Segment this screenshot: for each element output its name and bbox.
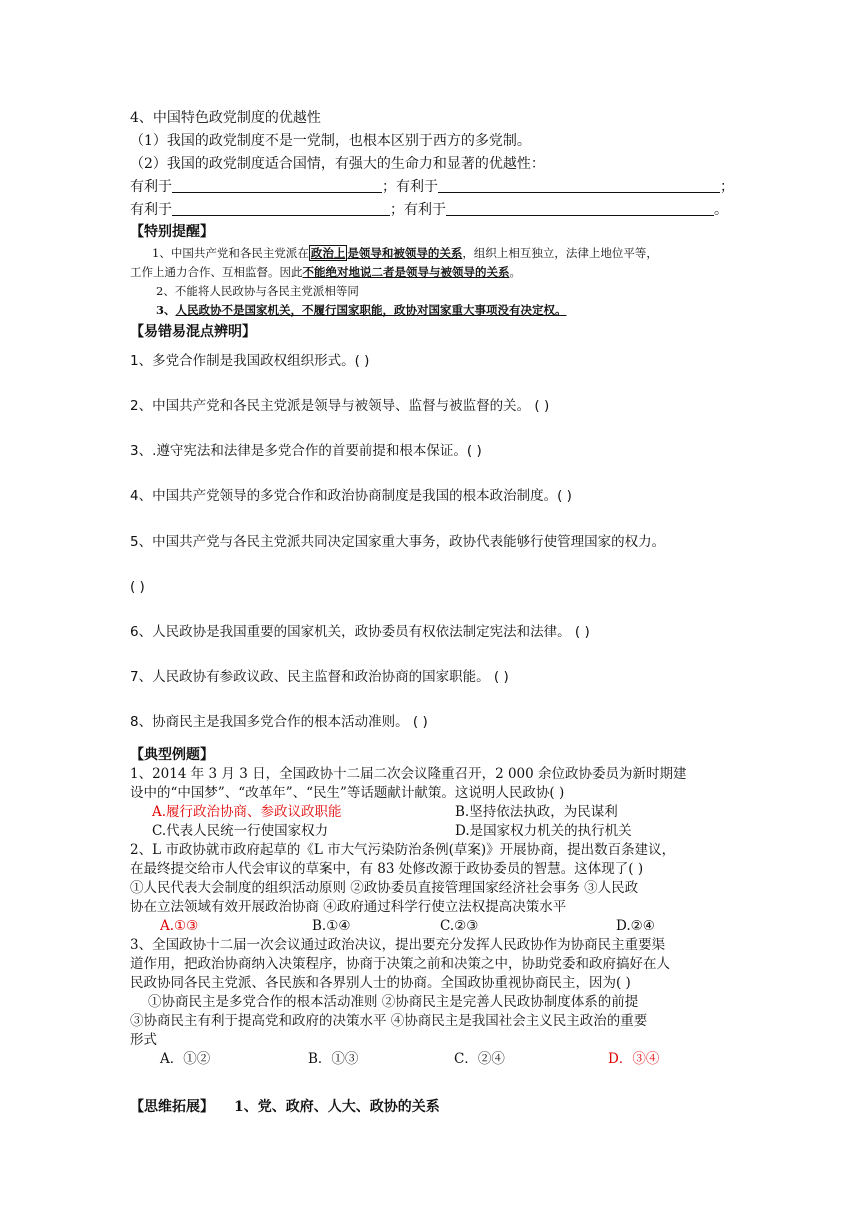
example-3-line-2: 道作用，把政治协商纳入决策程序，协商于决策之前和决策之中，协助党委和政府搞好在人 (130, 956, 670, 972)
fill-blank-line-1 (130, 177, 734, 197)
extension-item: 1、党、政府、人大、政协的关系 (234, 1099, 440, 1115)
judgement-question-5-paren: ( ) (130, 579, 145, 595)
fill-label: ；有利于 (390, 202, 446, 218)
extension-line (130, 1097, 440, 1117)
emphasis-text: 是领导和被领导的关系 (347, 246, 463, 260)
reminder-text: 3、 (156, 303, 176, 317)
blank-2[interactable] (438, 178, 720, 193)
judgement-question-5: 5、中国共产党与各民主党派共同决定国家重大事务，政协代表能够行使管理国家的权力。 (130, 534, 666, 550)
section-4-point-2: （2）我国的政党制度适合国情，有强大的生命力和显著的优越性： (130, 156, 545, 172)
example-2-option-d: D.②④ (616, 918, 655, 934)
examples-title: 【典型例题】 (130, 747, 214, 763)
judgement-question-2: 2、中国共产党和各民主党派是领导与被领导、监督与被监督的关。 ( ) (130, 398, 550, 414)
example-3-option-d: D．③④ (608, 1051, 660, 1067)
reminder-text: ，组织上相互独立，法律上地位平等， (462, 246, 658, 260)
confusion-title: 【易错易混点辨明】 (130, 324, 256, 340)
judgement-question-1: 1、多党合作制是我国政权组织形式。( ) (130, 353, 370, 369)
example-3-line-3: 民政协同各民主党派、各民族和各界别人士的协商。全国政协重视协商民主，因为( ) (130, 975, 631, 991)
reminder-text: 工作上通力合作、互相监督。因此 (130, 265, 303, 279)
emphasis-text: 人民政协不是国家机关，不履行国家职能，政协对国家重大事项没有决定权。 (175, 303, 567, 317)
reminder-title: 【特别提醒】 (130, 224, 214, 240)
example-2-option-c: C.②③ (440, 918, 479, 934)
blank-3[interactable] (172, 201, 390, 216)
judgement-question-4: 4、中国共产党领导的多党合作和政治协商制度是我国的根本政治制度。( ) (130, 488, 572, 504)
example-1-option-d: D.是国家权力机关的执行机关 (455, 823, 632, 839)
example-1-option-b: B.坚持依法执政，为民谋利 (455, 804, 618, 820)
fill-end: ； (720, 179, 734, 195)
reminder-line-1 (152, 244, 658, 262)
example-3-option-b: B．①③ (308, 1051, 359, 1067)
reminder-line-2 (130, 263, 521, 281)
fill-label: 有利于 (130, 202, 172, 218)
example-1-option-c: C.代表人民统一行使国家权力 (152, 823, 329, 839)
example-2-option-a: A.①③ (160, 918, 199, 934)
judgement-question-6: 6、人民政协是我国重要的国家机关，政协委员有权依法制定宪法和法律。 ( ) (130, 624, 590, 640)
blank-4[interactable] (446, 201, 714, 216)
example-3-line-6: 形式 (130, 1032, 157, 1048)
example-2-line-3: ①人民代表大会制度的组织活动原则 ②政协委员直接管理国家经济社会事务 ③人民政 (130, 880, 639, 896)
section-4-point-1: （1）我国的政党制度不是一党制，也根本区别于西方的多党制。 (130, 133, 531, 149)
example-2-line-2: 在最终提交给市人代会审议的草案中，有 83 处修改源于政协委员的智慧。这体现了( ) (130, 861, 644, 877)
reminder-text: 。 (509, 265, 521, 279)
reminder-line-4 (156, 301, 567, 319)
example-3-option-a: A．①② (160, 1051, 211, 1067)
emphasis-text: 不能绝对地说二者是领导与被领导的关系 (302, 265, 510, 279)
example-2-line-1: 2、L 市政协就市政府起草的《L 市大气污染防治条例(草案)》开展协商，提出数百条建议， (130, 842, 676, 858)
example-2-line-4: 协在立法领域有效开展政治协商 ④政府通过科学行使立法权提高决策水平 (130, 899, 567, 915)
example-3-line-1: 3、全国政协十二届一次会议通过政治决议，提出要充分发挥人民政协作为协商民主重要渠 (130, 937, 666, 953)
fill-end: 。 (714, 202, 728, 218)
example-3-line-5: ③协商民主有利于提高党和政府的决策水平 ④协商民主是我国社会主义民主政治的重要 (130, 1013, 648, 1029)
example-3-option-c: C．②④ (454, 1051, 505, 1067)
reminder-text: 1、中国共产党和各民主党派在 (152, 246, 309, 260)
fill-blank-line-2 (130, 200, 728, 220)
example-1-line-2: 设中的“中国梦”、“改革年”、“民生”等话题献计献策。这说明人民政协( ) (130, 785, 565, 801)
fill-label: ；有利于 (382, 179, 438, 195)
boxed-term: 政治上 (310, 246, 346, 260)
fill-label: 有利于 (130, 179, 172, 195)
extension-title: 【思维拓展】 (130, 1099, 214, 1115)
example-3-line-4: ①协商民主是多党合作的根本活动准则 ②协商民主是完善人民政协制度体系的前提 (148, 994, 639, 1010)
reminder-line-3: 2、不能将人民政协与各民主党派相等同 (156, 284, 359, 298)
judgement-question-8: 8、协商民主是我国多党合作的根本活动准则。 ( ) (130, 714, 428, 730)
judgement-question-3: 3、.遵守宪法和法律是多党合作的首要前提和根本保证。( ) (130, 443, 482, 459)
judgement-question-7: 7、人民政协有参政议政、民主监督和政治协商的国家职能。 ( ) (130, 669, 509, 685)
blank-1[interactable] (172, 178, 382, 193)
section-4-heading: 4、中国特色政党制度的优越性 (130, 110, 321, 126)
example-2-option-b: B.①④ (312, 918, 351, 934)
example-1-line-1: 1、2014 年 3 月 3 日，全国政协十二届二次会议隆重召开，2 000 余位政协委员为新时期建 (130, 766, 687, 782)
example-1-option-a: A.履行政治协商、参政议政职能 (152, 804, 342, 820)
